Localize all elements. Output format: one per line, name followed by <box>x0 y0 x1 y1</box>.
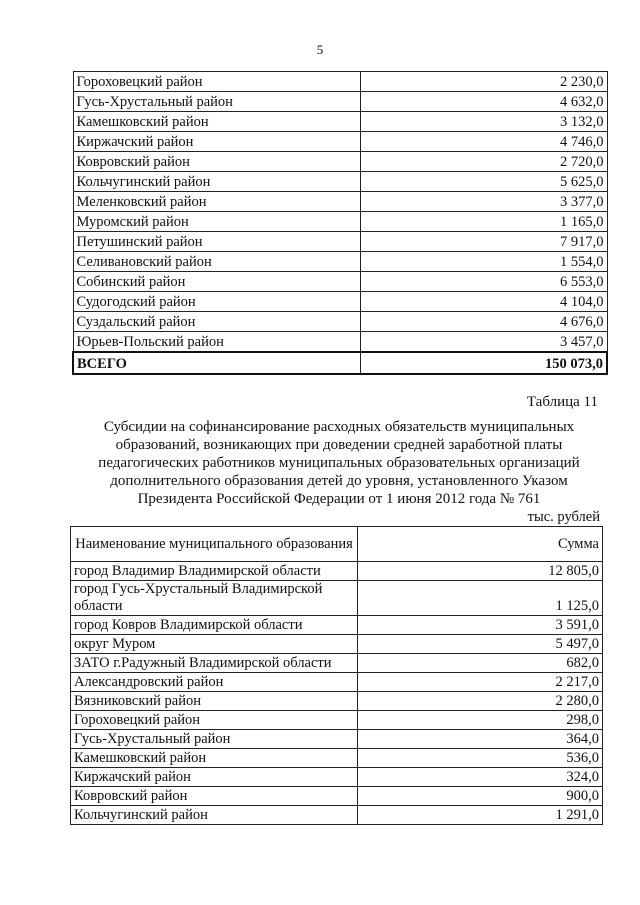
row-value: 5 497,0 <box>358 635 603 654</box>
table-header-row <box>71 527 603 562</box>
table-row <box>71 787 603 806</box>
row-name: Александровский район <box>71 673 358 692</box>
row-value: 6 553,0 <box>360 272 607 292</box>
table-row <box>71 692 603 711</box>
row-value: 2 720,0 <box>360 152 607 172</box>
row-value: 364,0 <box>358 730 603 749</box>
row-value: 900,0 <box>358 787 603 806</box>
table-row <box>71 806 603 825</box>
row-name: город Ковров Владимирской области <box>71 616 358 635</box>
row-value: 4 746,0 <box>360 132 607 152</box>
row-name: округ Муром <box>71 635 358 654</box>
table-row <box>71 616 603 635</box>
row-value: 2 280,0 <box>358 692 603 711</box>
row-value: 1 165,0 <box>360 212 607 232</box>
row-value: 2 217,0 <box>358 673 603 692</box>
table-row <box>73 232 607 252</box>
row-value: 3 457,0 <box>360 332 607 353</box>
units-label: тыс. рублей <box>527 509 600 525</box>
table-row <box>71 768 603 787</box>
row-name: Кольчугинский район <box>73 172 360 192</box>
row-value: 324,0 <box>358 768 603 787</box>
row-name: Муромский район <box>73 212 360 232</box>
row-name: Юрьев-Польский район <box>73 332 360 353</box>
table-row <box>73 92 607 112</box>
table-row <box>71 562 603 581</box>
row-name: Гороховецкий район <box>71 711 358 730</box>
row-name: Гусь-Хрустальный район <box>73 92 360 112</box>
table-row <box>73 292 607 312</box>
table-11 <box>70 526 603 825</box>
table-heading: Субсидии на софинансирование расходных обязательств муниципальных образований, возникающих при доведении средней заработной платы педагогических работников муниципальных образовательных организаций дополнительного образования детей до уровня, установленного Указом Президента Российской Федерации от 1 июня 2012 года № 761 <box>98 419 580 507</box>
row-name: Собинский район <box>73 272 360 292</box>
table-row <box>73 152 607 172</box>
table-row <box>71 749 603 768</box>
table-row <box>73 332 607 353</box>
row-value: 5 625,0 <box>360 172 607 192</box>
row-name: Ковровский район <box>71 787 358 806</box>
row-value: 12 805,0 <box>358 562 603 581</box>
row-name: Камешковский район <box>73 112 360 132</box>
table-row <box>73 312 607 332</box>
table-continued <box>72 71 608 375</box>
row-name: Гусь-Хрустальный район <box>71 730 358 749</box>
row-name: город Владимир Владимирской области <box>71 562 358 581</box>
row-name: Меленковский район <box>73 192 360 212</box>
table-row <box>73 272 607 292</box>
table-row <box>73 172 607 192</box>
row-value: 1 554,0 <box>360 252 607 272</box>
row-value: 3 132,0 <box>360 112 607 132</box>
table-row <box>73 192 607 212</box>
table-row <box>73 212 607 232</box>
row-name: Кольчугинский район <box>71 806 358 825</box>
row-name: Гороховецкий район <box>73 72 360 92</box>
row-value: 1 125,0 <box>358 581 603 616</box>
row-name: город Гусь-Хрустальный Владимирской области <box>71 581 358 616</box>
page-number: 5 <box>316 42 324 57</box>
total-label: ВСЕГО <box>73 352 360 374</box>
row-value: 2 230,0 <box>360 72 607 92</box>
row-value: 536,0 <box>358 749 603 768</box>
row-name: Киржачский район <box>71 768 358 787</box>
row-value: 682,0 <box>358 654 603 673</box>
table-row <box>71 711 603 730</box>
table-row <box>73 252 607 272</box>
row-value: 4 104,0 <box>360 292 607 312</box>
row-name: ЗАТО г.Радужный Владимирской области <box>71 654 358 673</box>
row-value: 3 591,0 <box>358 616 603 635</box>
column-header-name: Наименование муниципального образования <box>71 527 358 562</box>
table-label: Таблица 11 <box>526 394 598 410</box>
table-row <box>71 581 603 616</box>
row-value: 4 632,0 <box>360 92 607 112</box>
table-row <box>71 654 603 673</box>
table-row <box>73 72 607 92</box>
row-name: Селивановский район <box>73 252 360 272</box>
row-value: 1 291,0 <box>358 806 603 825</box>
table-row <box>71 673 603 692</box>
table-row <box>71 635 603 654</box>
total-row <box>73 352 607 374</box>
table-row <box>71 730 603 749</box>
row-value: 4 676,0 <box>360 312 607 332</box>
row-name: Петушинский район <box>73 232 360 252</box>
table-row <box>73 132 607 152</box>
table-row <box>73 112 607 132</box>
row-value: 7 917,0 <box>360 232 607 252</box>
row-name: Судогодский район <box>73 292 360 312</box>
row-name: Суздальский район <box>73 312 360 332</box>
row-value: 298,0 <box>358 711 603 730</box>
row-name: Камешковский район <box>71 749 358 768</box>
total-value: 150 073,0 <box>360 352 607 374</box>
row-value: 3 377,0 <box>360 192 607 212</box>
row-name: Вязниковский район <box>71 692 358 711</box>
column-header-sum: Сумма <box>358 527 603 562</box>
row-name: Киржачский район <box>73 132 360 152</box>
row-name: Ковровский район <box>73 152 360 172</box>
